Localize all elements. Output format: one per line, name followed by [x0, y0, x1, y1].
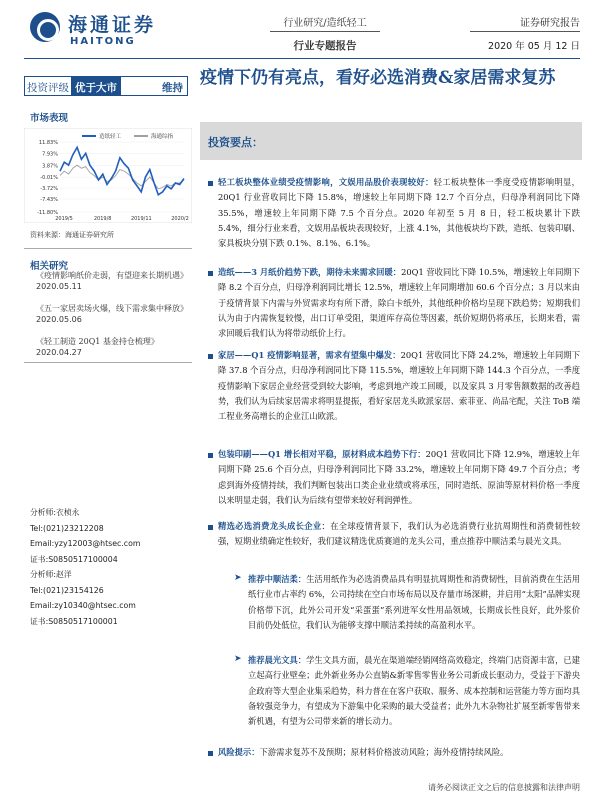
- analyst-line: 证书:S0850517100004: [30, 554, 118, 564]
- y-tick-label: -7.43%: [40, 197, 58, 204]
- y-tick-label: -3.72%: [40, 186, 58, 193]
- paragraph-text: 20Q1 营收同比下降 24.2%，增速较上年同期下降 37.8 个百分点，归母净利润同比下降 115.5%，增速较上年同期下降 144.3 个百分点，一季度疫情影响下家居企业经营受到较大影响，考虑到地产竣工回暖，以及家具 3 月零售额数据的改善趋势，我们认为后续家居需求将明显提振，看好家居龙头欧派家居、索菲亚、尚品宅配，关注 ToB 端工程业务高增长的企业江山欧派。: [218, 350, 580, 422]
- bullet-icon: [208, 354, 213, 359]
- subpoint-lead: 推荐晨光文具：: [248, 655, 307, 665]
- report-type: 行业专题报告: [293, 40, 357, 52]
- rating-value: 优于大市: [71, 77, 121, 95]
- y-tick-label: -11.80%: [37, 210, 58, 216]
- y-tick-label: 11.83%: [38, 140, 58, 146]
- paragraph-text: 20Q1 营收同比下降 12.9%，增速较上年同期下降 25.6 个百分点，归母净利润同比下降 33.2%，增速较上年同期下降 49.7 个百分点；考虑到海外疫情持续，我们判断包装出口类企业业绩或将承压，同时造纸、原油等原材料价格一季度以来明显走弱，我们认为后续有望带来较好利润弹性。: [218, 449, 580, 505]
- haitong-logo-icon: [30, 12, 60, 42]
- paragraph-text: 下游需求复苏不及预期；原材料价格波动风险；海外疫情持续风险。: [259, 747, 509, 757]
- market-performance-chart: [24, 128, 192, 223]
- investment-rating: [24, 76, 188, 96]
- analyst-email[interactable]: Email:zy10340@htsec.com: [30, 601, 136, 610]
- logo-english-text: HAITONG: [70, 36, 136, 47]
- y-tick-label: 7.93%: [42, 151, 58, 158]
- report-label: 证券研究报告: [470, 14, 580, 32]
- report-category: 行业研究/造纸轻工: [270, 14, 380, 32]
- y-tick-label: 3.87%: [42, 163, 58, 170]
- paragraph-paper: [218, 265, 580, 341]
- paragraph-text: 在全球疫情背景下，我们认为必选消费行业抗周期性和消费韧性较强，短期业绩确定性较好，我们建议精选优质赛道的龙头公司，重点推荐中顺洁柔与晨光文具。: [218, 521, 580, 547]
- related-item-text: 《五一家居卖场火爆，线下需求集中释放》: [36, 304, 188, 313]
- x-tick-label: 2019/8: [93, 216, 112, 222]
- subpoint-text: 学生文具方面，晨光在渠道端经销网络高效稳定，终端门店资源丰富，已建立起高行业壁垒；此外新业务办公直销&新零售零售业务公司新成长驱动力，受益于下游央企政府等大型企业集采趋势，科力普在在客户获取、服务、成本控制和运营能力等方面均具备较强竞争力，有望成为下游集中化采购的最大受益者；此外九木杂物社扩展至新零售带来新机遇，有望为公司带来新的增长动力。: [248, 655, 580, 727]
- paragraph-text: 20Q1 营收同比下降 10.5%，增速较上年同期下降 8.2 个百分点，归母净利润同比增长 12.5%，增速较上年同期增加 60.6 个百分点；3 月以来由于疫情背景下内需与外贸需求均有所下滑，除白卡纸外，其他纸种价格均呈现下跌趋势；短期我们认为由于内需恢复较慢，出口订单受阻，渠道库存高位等因素，纸价短期仍将承压，长期来看，需求回暖后我们认为将带动纸价上行。: [218, 267, 580, 339]
- legend-label: 海通综指: [151, 134, 174, 140]
- x-tick-label: 2019/11: [130, 216, 152, 222]
- sidebar-divider: [24, 248, 192, 249]
- bullet-icon: [208, 751, 213, 756]
- subpoint-lead: 推荐中顺洁柔：: [248, 574, 307, 584]
- related-item[interactable]: [36, 336, 192, 358]
- sidebar-divider: [24, 362, 192, 363]
- bullet-icon: [208, 271, 213, 276]
- paragraph-lead: 包装印刷——Q1 增长相对平稳，原材料成本趋势下行：: [218, 449, 426, 459]
- paragraph-text: 轻工板块整体一季度受疫情影响明显，20Q1 行业营收同比下降 15.8%，增速较上年同期下降 12.7 个百分点，归母净利润同比下降 35.5%，增速较上年同期下降 7.5 个百分点。2020 年初至 5 月 8 日，轻工板块累计下跌 5.4%，细分行业来看，文娱用品板块表现较好，上涨 4.1%，其他板块均下跌，造纸、包装印刷、家具板块分别下跌 0.1%、8.1%、6.1%。: [218, 177, 580, 249]
- related-item-date: 2020.04.27: [36, 348, 82, 357]
- paragraph-lead: 风险提示：: [218, 747, 260, 757]
- paragraph-lead: 造纸——3 月纸价趋势下跌，期待未来需求回暖：: [218, 267, 402, 277]
- subpoint-text: 生活用纸作为必选消费品具有明显抗周期性和消费韧性，目前消费在生活用纸行业市占率约 6%，公司持续在空白市场布局以及存量市场深耕，并启用“太阳”品牌实现价格带下沉，此外公司开发“采蛋蛋”系列进军女性用品领域，长期成长性良好，此外浆价目前仍处低位，我们认为能够支撑中顺洁柔持续的高盈利水平。: [248, 574, 580, 630]
- analyst-line: Tel:(021)23212208: [30, 523, 104, 533]
- related-item-date: 2020.05.11: [36, 282, 82, 291]
- arrow-right-icon: ➤: [234, 654, 242, 664]
- paragraph-overview: [218, 175, 580, 251]
- logo-chinese-text: 海通证券: [68, 14, 157, 36]
- paragraph-packaging: [218, 447, 580, 508]
- bullet-icon: [208, 181, 213, 186]
- related-item[interactable]: [36, 303, 192, 325]
- x-tick-label: 2019/5: [55, 216, 73, 222]
- analyst-email[interactable]: Email:yzy12003@htsec.com: [30, 539, 141, 548]
- header-divider: [24, 58, 580, 59]
- x-tick-label: 2020/2: [171, 216, 189, 222]
- chart-source: 资料来源：海通证券研究所: [30, 231, 114, 239]
- subpoint-zhongshun: [248, 572, 580, 633]
- analyst-line: 分析师:赵洋: [30, 570, 72, 579]
- bullet-icon: [208, 525, 213, 530]
- rating-status: 维持: [162, 82, 183, 94]
- bullet-icon: [208, 453, 213, 458]
- company-logo: [30, 12, 190, 48]
- analyst-line: 证书:S0850517100001: [30, 616, 118, 626]
- arrow-right-icon: ➤: [234, 573, 242, 583]
- legend-label: 造纸轻工: [99, 134, 122, 140]
- related-research-title: 相关研究: [30, 261, 69, 272]
- paragraph-recommendation: [218, 519, 580, 550]
- paragraph-furniture: [218, 348, 580, 424]
- related-item-text: 《轻工制造 20Q1 基金持仓梳理》: [36, 337, 159, 346]
- report-date: 2020 年 05 月 12 日: [488, 41, 580, 52]
- rating-label: 投资评级: [27, 82, 69, 94]
- paragraph-lead: 轻工板块整体业绩受疫情影响，文娱用品股价表现较好：: [218, 177, 434, 187]
- paragraph-lead: 精选必选消费龙头成长企业：: [218, 521, 331, 531]
- header-center: [270, 14, 380, 53]
- related-item-text: 《疫情影响纸价走弱，有望迎来长期机遇》: [36, 271, 188, 280]
- y-tick-label: -0.01%: [40, 175, 58, 182]
- key-points-title: 投资要点：: [208, 136, 263, 149]
- report-headline: 疫情下仍有亮点，看好必选消费&家居需求复苏: [200, 68, 556, 88]
- analyst-line: 分析师:衣桢永: [30, 508, 80, 517]
- header-right: [470, 14, 580, 52]
- subpoint-chenguang: [248, 653, 580, 729]
- paragraph-lead: 家居——Q1 疫情影响显著，需求有望集中爆发：: [218, 350, 401, 360]
- related-item[interactable]: [36, 270, 192, 292]
- paragraph-risk: [218, 745, 580, 760]
- market-performance-title: 市场表现: [30, 113, 69, 124]
- analyst-line: Tel:(021)23154126: [30, 585, 104, 595]
- analyst-contacts: [30, 505, 190, 629]
- disclaimer-footer: 请务必阅读正文之后的信息披露和法律声明: [428, 783, 580, 792]
- related-item-date: 2020.05.06: [36, 315, 82, 324]
